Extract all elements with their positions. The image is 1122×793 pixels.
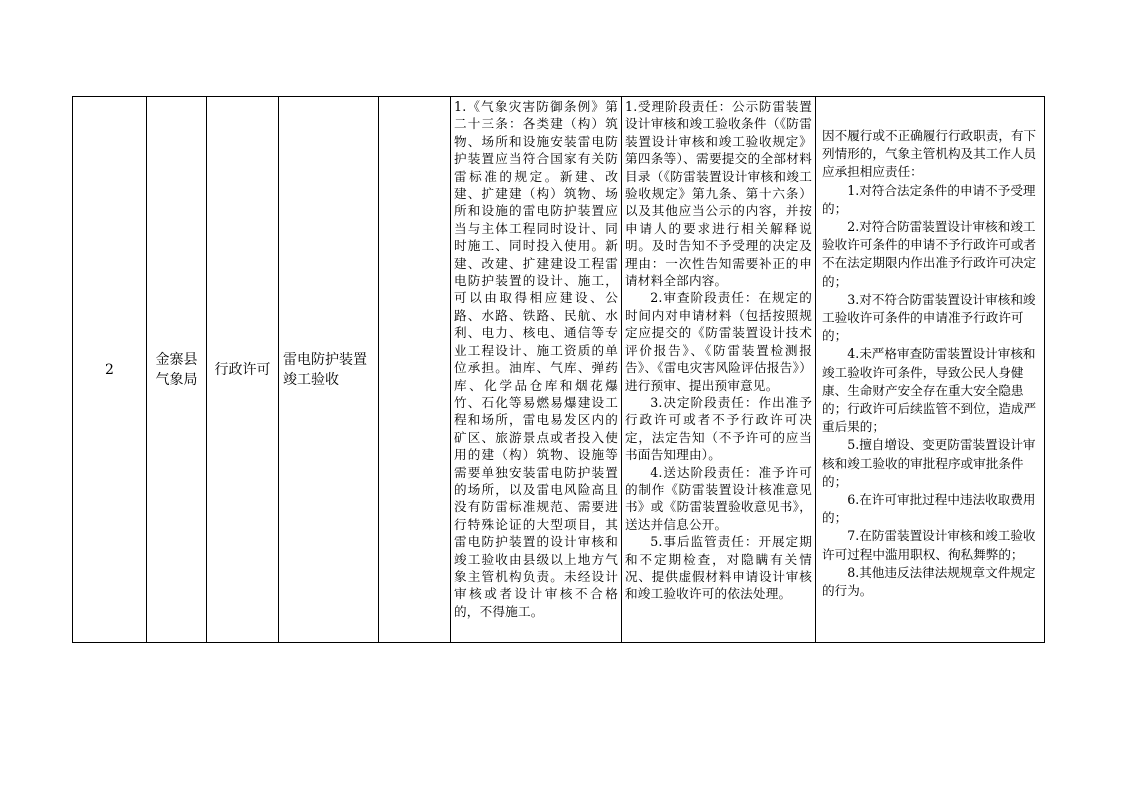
- duty-item: 5.事后监管责任：开展定期和不定期检查，对隐瞒有关情况、提供虚假材料申请设计审核和竣工验收许可的依法处理。: [625, 534, 812, 602]
- item-name: 雷电防护装置竣工验收: [283, 351, 367, 388]
- liabilities-list: [822, 127, 1040, 600]
- power-type: 行政许可: [214, 361, 271, 378]
- duty-item: 3.决定阶段责任：作出准予行政许可或者不予行政许可决定，法定告知（不予许可的应当书面告知理由）。: [625, 394, 812, 463]
- legal-basis-text: 1.《气象灾害防御条例》第二十三条：各类建（构）筑物、场所和设施安装雷电防护装置应当符合国家有关防雷标准的规定。新建、改建、扩建建（构）筑物、场所和设施的雷电防护装置应当与主体工程同时设计、同时施工、同时投入使用。新建、改建、扩建建设工程雷电防护装置的设计、施工，可以由取得相应建设、公路、水路、铁路、民航、水利、电力、核电、通信等专业工程设计、施工资质的单位承担。油库、气库、弹药库、化学品仓库和烟花爆竹、石化等易燃易爆建设工程和场所，雷电易发区内的矿区、旅游景点或者投入使用的建（构）筑物、设施等需要单独安装雷电防护装置的场所，以及雷电风险高且没有防雷标准规范、需要进行特殊论证的大型项目，其雷电防护装置的设计审核和竣工验收由县级以上地方气象主管机构负责。未经设计审核或者设计审核不合格的，不得施工。: [454, 99, 618, 619]
- duty-item: 1.受理阶段责任：公示防雷装置设计审核和竣工验收条件（《防雷装置设计审核和竣工验收规定》第四条等）、需要提交的全部材料目录（《防雷装置设计审核和竣工验收规定》第九条、第十六条）以及其他应当公示的内容，并按申请人的要求进行相关解释说明。及时告知不予受理的决定及理由：一次性告知需要补正的申请材料全部内容。: [625, 99, 812, 289]
- cell-sub-item: [379, 97, 451, 642]
- liability-item: 7.在防雷装置设计审核和竣工验收许可过程中滥用职权、徇私舞弊的；: [822, 528, 1036, 562]
- liability-item: 4.未严格审查防雷装置设计审核和竣工验收许可条件，导致公民人身健康、生命财产安全存在重大安全隐患的；行政许可后续监管不到位，造成严重后果的；: [822, 346, 1037, 435]
- duty-item: 4.送达阶段责任：准予许可的制作《防雷装置设计核准意见书》或《防雷装置验收意见书》，送达并信息公开。: [625, 464, 812, 532]
- cell-liabilities: [816, 97, 1044, 642]
- liability-item: 3.对不符合防雷装置设计审核和竣工验收许可条件的申请准予行政许可的；: [822, 291, 1036, 344]
- cell-power-type: [207, 97, 279, 642]
- cell-department: [147, 97, 207, 642]
- liability-item: 2.对符合防雷装置设计审核和竣工验收许可条件的申请不予行政许可或者不在法定期限内作出准予行政许可决定的；: [822, 219, 1037, 289]
- department-name: 金寨县气象局: [155, 351, 198, 388]
- duties-list: [625, 98, 812, 603]
- responsibility-table: [72, 96, 1045, 643]
- liability-item: 1.对符合法定条件的申请不予受理的；: [822, 182, 1036, 216]
- liability-item: 8.其他违反法律法规规章文件规定的行为。: [822, 564, 1036, 599]
- liability-intro: 因不履行或不正确履行行政职责，有下列情形的，气象主管机构及其工作人员应承担相应责任：: [822, 128, 1037, 180]
- cell-item-name: [279, 97, 379, 642]
- cell-legal-basis: [451, 97, 622, 642]
- duty-item: 2.审查阶段责任：在规定的时间内对申请材料（包括按照规定应提交的《防雷装置设计技术评价报告》、《防雷装置检测报告》、《雷电灾害风险评估报告》）进行预审、提出预审意见。: [625, 290, 812, 393]
- liability-item: 5.擅自增设、变更防雷装置设计审核和竣工验收的审批程序或审批条件的；: [822, 437, 1036, 489]
- liability-item: 6.在许可审批过程中违法收取费用的；: [822, 492, 1036, 526]
- cell-duties: [622, 97, 816, 642]
- cell-index: [73, 97, 147, 642]
- sub-item: [379, 97, 450, 642]
- row-index: 2: [105, 361, 114, 378]
